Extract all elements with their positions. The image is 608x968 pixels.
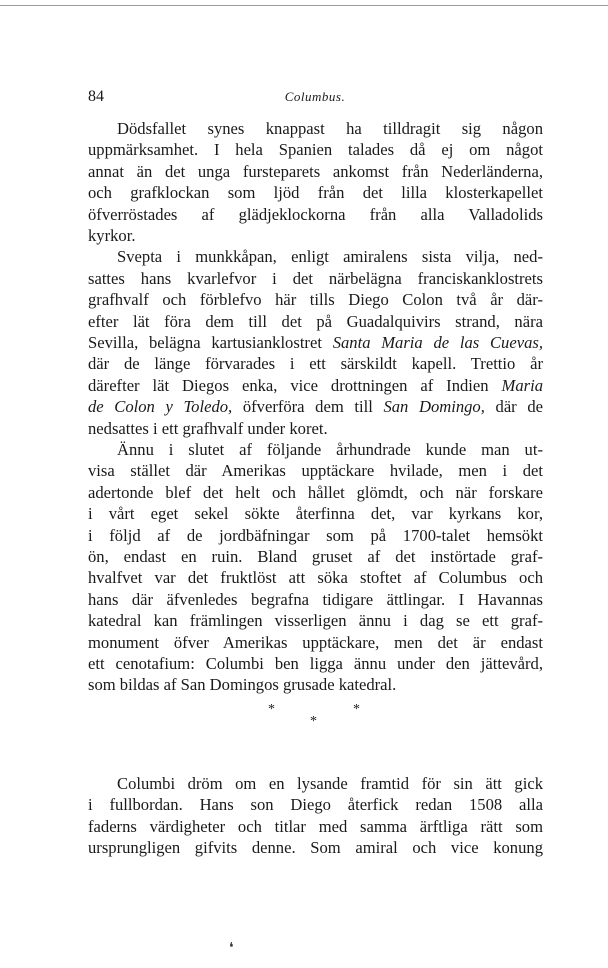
text-line: i fullbordan. Hans son Diego återfick redan 1508 alla [88,795,543,815]
text-line: ön, endast en ruin. Bland gruset af det instörtade graf- [88,546,543,566]
paragraph-2 [88,246,543,439]
text-line: efter lät föra dem till det på Guadalquivirs strand, nära [88,311,543,331]
destination-name: San Domingo, [383,397,485,417]
asterisk: * [353,702,360,717]
text-line: öfverröstades af glädjeklockorna från alla Valladolids [88,204,543,224]
text-line: i vårt eget sekel sökte återfinna det, var kyrkans kor, [88,504,543,524]
text-fragment: där de [495,397,543,417]
widow-name-first: Maria [501,375,543,395]
text-line: och grafklockan som ljöd från det lilla klosterkapellet [88,183,543,203]
text-line: katedral kan främlingen visserligen ännu i dag se ett graf- [88,611,543,631]
ink-mark: ❛ [229,941,234,956]
text-line: som bildas af San Domingos grusade katedral. [88,675,397,695]
text-line: ursprungligen gifvits denne. Som amiral och vice konung [88,838,543,858]
paragraph-4 [88,773,543,859]
text-line: ett cenotafium: Columbi ben ligga ännu under den jättevård, [88,653,543,673]
text-line: monument öfver Amerikas upptäckare, men det är endast [88,632,543,652]
text-line: kyrkor. [88,225,136,245]
asterisk: * [268,702,275,717]
text-line: Svepta i munkkåpan, enligt amiralens sista vilja, ned- [117,247,543,267]
text-line: Ännu i slutet af följande århundrade kunde man ut- [117,440,543,459]
text-line: faderns värdigheter och titlar med samma ärftliga rätt som [88,816,543,836]
text-fragment: Sevilla, belägna kartusianklostret [88,332,322,352]
text-line: annat än det unga fursteparets ankomst från Nederländerna, [88,161,543,181]
text-line [88,396,543,417]
page-number: 84 [88,88,104,105]
asterisk: * [310,714,317,729]
text-line: adertonde blef det helt och hållet glömdt, och när forskare [88,482,543,502]
text-line: Columbi dröm om en lysande framtid för sin ätt gick [117,774,543,793]
section-separator [88,700,543,740]
text-line: nedsattes i ett grafhvalf under koret. [88,418,328,438]
text-line: visa stället där Amerikas upptäckare hvilade, men i det [88,461,543,481]
text-fragment: därefter lät Diegos enka, vice drottningen af Indien [88,375,489,395]
text-line: uppmärksamhet. I hela Spanien talades då ej om något [88,140,543,160]
top-rule [0,5,608,6]
text-line: i följd af de jordbäfningar som på 1700-talet hemsökt [88,525,543,545]
text-line: grafhvalf och förblefvo här tills Diego Colon två år där- [88,290,543,310]
page-header [88,88,542,108]
paragraph-3 [88,439,543,696]
text-line: hans där äfvenledes begrafna tidigare ättlingar. I Havannas [88,589,543,609]
paragraph-1 [88,118,543,246]
text-line: sattes hans kvarlefvor i det närbelägna franciskanklostrets [88,268,543,288]
text-line: där de länge förvarades i ett särskildt kapell. Trettio år [88,354,543,374]
widow-name-rest: de Colon y Toledo, [88,397,233,417]
text-fragment: öfverföra dem till [242,397,373,417]
text-line: Dödsfallet synes knappast ha tilldragit sig någon [117,119,543,138]
text-line: hvalfvet var det fruktlöst att söka stoftet af Columbus och [88,568,543,588]
text-line [88,332,543,353]
monastery-name: Santa Maria de las Cuevas, [332,332,543,352]
text-line [88,375,543,396]
running-title: Columbus. [284,89,346,104]
